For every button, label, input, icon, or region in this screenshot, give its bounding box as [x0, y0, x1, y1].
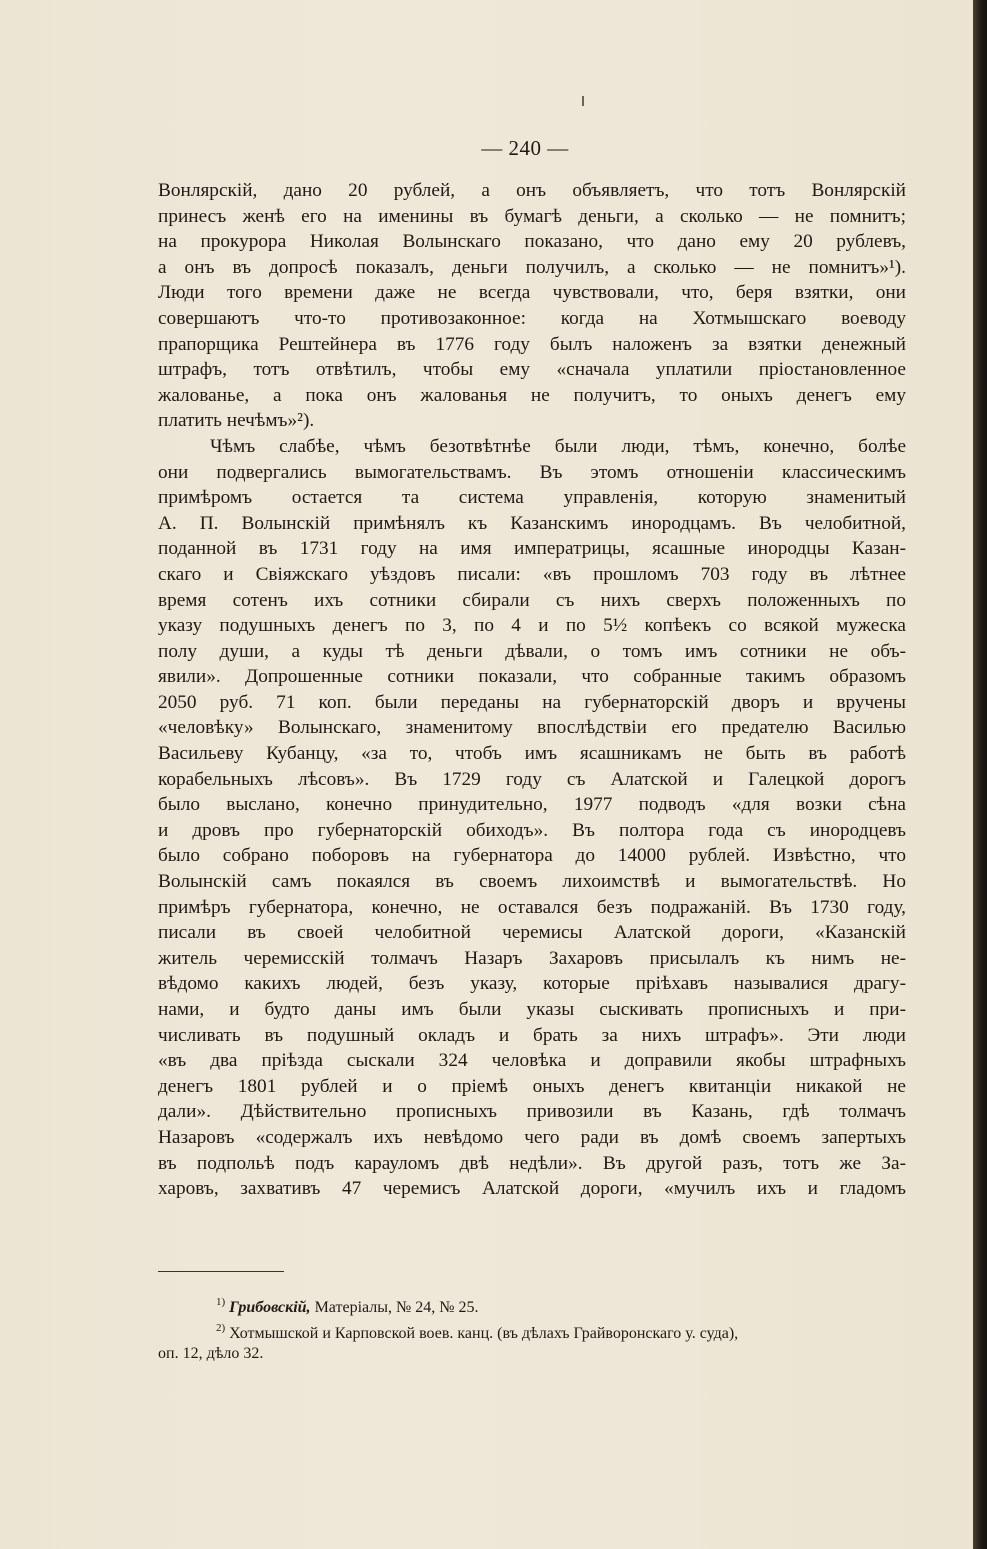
- text-line: корабельныхъ лѣсовъ». Въ 1729 году съ Алатской и Галецкой дорогъ: [158, 768, 906, 790]
- text-line: нами, и будто даны имъ были указы сыскивать прописныхъ и при-: [158, 999, 906, 1020]
- text-line: «человѣку» Волынскаго, знаменитому впослѣдствіи его предателю Василью: [158, 717, 906, 739]
- text-line: было собрано поборовъ на губернатора до 14000 рублей. Извѣстно, что: [158, 845, 906, 867]
- text-line: дали». Дѣйствительно прописныхъ привозили въ Казань, гдѣ толмачъ: [158, 1101, 906, 1123]
- text-line: полу души, а куды тѣ деньги дѣвали, о томъ имъ сотники не объ-: [158, 640, 906, 662]
- text-line: штрафъ, тотъ отвѣтилъ, чтобы ему «сначала уплатили пріостановленное: [158, 359, 906, 381]
- footnote-2-mark: 2): [216, 1322, 226, 1334]
- text-line: жалованье, а пока онъ жалованья не получитъ, то оныхъ денегъ ему: [158, 384, 906, 406]
- footnote-separator: [158, 1271, 284, 1272]
- text-line: денегъ 1801 рублей и о пріемѣ оныхъ денегъ квитанціи никакой не: [158, 1075, 906, 1097]
- text-line: Назаровъ «содержалъ ихъ невѣдомо чего ради въ домѣ своемъ запертыхъ: [158, 1126, 906, 1148]
- text-line: примѣромъ остается та система управленія, которую знаменитый: [158, 487, 906, 509]
- text-line: поданной въ 1731 году на имя императрицы, ясашные инородцы Казан-: [158, 538, 906, 560]
- text-line: явили». Допрошенные сотники показали, что собранные такимъ образомъ: [158, 666, 906, 688]
- text-line: указу подушныхъ денегъ по 3, по 4 и по 5½ копѣекъ со всякой мужеска: [158, 615, 906, 637]
- text-line: писали въ своей челобитной черемисы Алатской дороги, «Казанскій: [158, 922, 906, 944]
- footnote-1-author: Грибовскій,: [229, 1299, 311, 1316]
- page-number: — 240 —: [481, 136, 569, 160]
- text-line: совершаютъ что-то противозаконное: когда на Хотмышскаго воеводу: [158, 307, 906, 329]
- footnote-1: [158, 1292, 906, 1318]
- book-spine-shadow: [973, 0, 987, 1549]
- footnote-2: [158, 1318, 906, 1344]
- text-line: 2050 руб. 71 коп. были переданы на губернаторскій дворъ и вручены: [158, 691, 906, 713]
- text-line: житель черемисскій толмачъ Назаръ Захаровъ присылалъ къ нимъ не-: [158, 947, 906, 969]
- text-line: А. П. Волынскій примѣнялъ къ Казанскимъ инородцамъ. Въ челобитной,: [158, 512, 906, 534]
- text-line: въ подпольѣ подъ карауломъ двѣ недѣли». Въ другой разъ, тотъ же За-: [158, 1152, 906, 1174]
- text-line: вѣдомо какихъ людей, безъ указу, которые пріѣхавъ называлися драгу-: [158, 973, 906, 995]
- footnote-2-text: Хотмышской и Карповской воев. канц. (въ дѣлахъ Грайворонскаго у. суда),: [229, 1325, 739, 1342]
- main-text: [158, 178, 906, 1202]
- text-line: «въ два пріѣзда сыскали 324 человѣка и доправили якобы штрафныхъ: [158, 1050, 906, 1072]
- footnote-1-text: Матеріалы, № 24, № 25.: [314, 1299, 479, 1316]
- text-line: было выслано, конечно принудительно, 1977 подводъ «для возки сѣна: [158, 794, 906, 816]
- text-line: время сотенъ ихъ сотники сбирали съ нихъ сверхъ положенныхъ по: [158, 589, 906, 611]
- text-line: Волынскій самъ покаялся въ своемъ лихоимствѣ и вымогательствѣ. Но: [158, 871, 906, 893]
- text-line: на прокурора Николая Волынскаго показано, что дано ему 20 рублевъ,: [158, 231, 906, 253]
- text-line: примѣръ губернатора, конечно, не оставался безъ подражаній. Въ 1730 году,: [158, 896, 906, 918]
- text-line: платить нечѣмъ»²).: [158, 410, 315, 432]
- text-line: числивать въ подушный окладъ и брать за нихъ штрафъ». Эти люди: [158, 1024, 906, 1046]
- text-line: харовъ, захвативъ 47 черемисъ Алатской дороги, «мучилъ ихъ и гладомъ: [158, 1178, 906, 1200]
- text-line: они подвергались вымогательствамъ. Въ этомъ отношеніи классическимъ: [158, 461, 906, 483]
- paper-speck: [582, 96, 584, 106]
- text-line: прапорщика Рештейнера въ 1776 году былъ наложенъ за взятки денежный: [158, 333, 906, 355]
- text-line: скаго и Свіяжскаго уѣздовъ писали: «въ прошломъ 703 году въ лѣтнее: [158, 563, 906, 585]
- text-line: Васильеву Кубанцу, «за то, чтобъ имъ ясашникамъ не быть въ работѣ: [158, 743, 906, 765]
- text-line: Чѣмъ слабѣе, чѣмъ безотвѣтнѣе были люди, тѣмъ, конечно, болѣе: [210, 435, 906, 457]
- footnotes: [158, 1292, 906, 1364]
- text-line: принесъ женѣ его на именины въ бумагѣ деньги, а сколько — не помнитъ;: [158, 205, 906, 227]
- footnote-1-mark: 1): [216, 1296, 226, 1308]
- text-line: и дровъ про губернаторскій обиходъ». Въ полтора года съ инородцевъ: [158, 819, 906, 841]
- text-line: Люди того времени даже не всегда чувствовали, что, беря взятки, они: [158, 282, 906, 304]
- text-line: а онъ въ допросѣ показалъ, деньги получилъ, а сколько — не помнитъ»¹).: [158, 256, 906, 278]
- text-line: Вонлярскій, дано 20 рублей, а онъ объявляетъ, что тотъ Вонлярскій: [158, 180, 906, 201]
- footnote-2-continuation: оп. 12, дѣло 32.: [158, 1345, 264, 1362]
